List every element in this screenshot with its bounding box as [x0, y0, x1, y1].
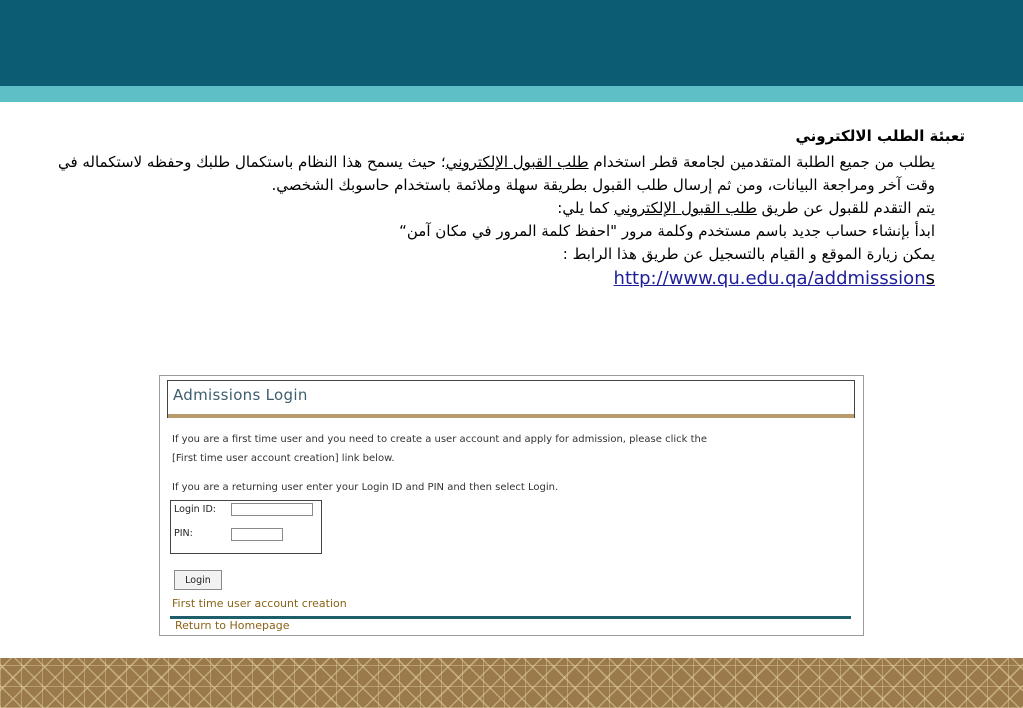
login-button[interactable]: Login: [174, 570, 222, 590]
url-trail: s: [925, 268, 935, 289]
intro-paragraph: [30, 151, 965, 197]
login-id-label: Login ID:: [174, 504, 216, 515]
login-title-box: [167, 380, 855, 418]
footer-pattern: [0, 658, 1023, 708]
accent-band: [0, 86, 1023, 102]
return-homepage-link[interactable]: Return to Homepage: [175, 619, 290, 632]
returning-user-message: If you are a returning user enter your Login ID and PIN and then select Login.: [172, 482, 559, 493]
admissions-login-screenshot: [159, 375, 864, 636]
pin-label: PIN:: [174, 528, 193, 539]
apply-steps-start: يتم التقدم للقبول عن طريق: [756, 199, 935, 217]
pin-input[interactable]: [231, 528, 283, 541]
login-title: Admissions Login: [173, 386, 308, 404]
first-time-message-line2: [First time user account creation] link below.: [172, 453, 395, 464]
create-account-step: ابدأ بإنشاء حساب جديد باسم مستخدم وكلمة مرور "احفظ كلمة المرور في مكان آمن“: [399, 222, 935, 240]
login-id-input[interactable]: [231, 503, 313, 516]
login-form: [170, 500, 322, 554]
online-application-link-2[interactable]: طلب القبول الإلكتروني: [613, 199, 757, 217]
intro-text-end: ؛ حيث يسمح هذا النظام باستكمال طلبك وحفظه لاستكماله في وقت آخر ومراجعة البيانات، ومن ثم إرسال طلب القبول بطريقة سهلة وملائمة باستخدام حاسوبك الشخصي.: [57, 153, 935, 194]
url-line: [30, 266, 965, 292]
url-main: http://www.qu.edu.qa/addmisssion: [613, 268, 926, 289]
first-time-message-line1: If you are a first time user and you need to create a user account and apply for admission, please click the: [172, 434, 708, 445]
apply-steps-line: [30, 197, 965, 220]
first-time-account-link[interactable]: First time user account creation: [172, 597, 347, 610]
admissions-url-link[interactable]: [614, 268, 935, 289]
title-underline: [168, 414, 854, 418]
online-application-link[interactable]: طلب القبول الإلكتروني: [445, 153, 589, 171]
apply-steps-end: كما يلي:: [557, 199, 614, 217]
article-heading: تعبئة الطلب الالكتروني: [795, 127, 965, 145]
article-content: [30, 125, 965, 292]
visit-site-step: يمكن زيارة الموقع و القيام بالتسجيل عن طريق هذا الرابط :: [562, 245, 935, 263]
intro-text-start: يطلب من جميع الطلبة المتقدمين لجامعة قطر استخدام: [588, 153, 935, 171]
header-band: [0, 0, 1023, 86]
